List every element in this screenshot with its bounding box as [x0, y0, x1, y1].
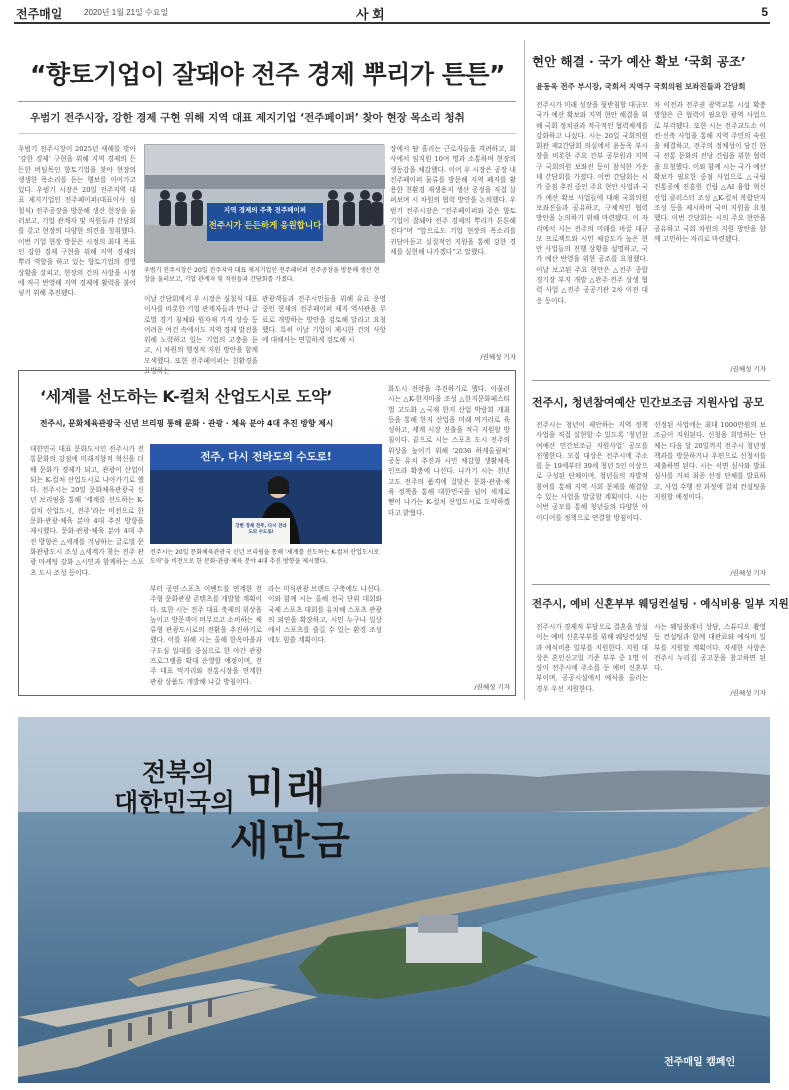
page-number: 5	[761, 5, 768, 19]
aerial-seawall-photo	[18, 717, 770, 1083]
side2-col1: 전주시는 청년이 제안하는 지역 정책 사업을 직접 실현할 수 있도록 ‘청년참여예산 민간보조금 지원사업’ 공모를 진행한다. 모집 대상은 전주시에 주소를 둔 19세부터 39세 청년 5인 이상으로 구성된 단체이며, 청년들의 자발적 참여를 통해 지역 사회 문제를 해결할 수 있는 사업을 발굴할 계획이다. 시는 이번 공모를 통해 청년들의 다양한 아이디어를 정책으로 연결할 방침이다.	[536, 421, 648, 522]
side2-headline: 전주시, 청년참여예산 민간보조금 지원사업 공모	[532, 396, 765, 409]
side3-headline: 전주시, 예비 신혼부부 웨딩컨설팅 · 예식비용 일부 지원	[532, 598, 789, 610]
side1-headline: 현안 해결 · 국가 예산 확보 ‘국회 공조’	[532, 54, 746, 69]
side3-col1: 전주시가 경제적 부담으로 결혼을 망설이는 예비 신혼부부를 위해 웨딩컨설팅과 예식비용 일부를 지원한다. 지원 대상은 혼인신고일 기준 부부 중 1명 이상이 전주시에 주소를 둔 예비 신혼부부이며, 공공시설에서 예식을 올리는 경우 우선 지원한다.	[536, 623, 648, 693]
section-title: 사 회	[356, 7, 385, 22]
divider	[18, 133, 516, 134]
side1-byline: /권혜성 기자	[730, 365, 766, 373]
main-photo-caption: 우범기 전주시장은 20일 전주지역 대표 제지기업인 전주페이퍼 전주공장을 방문해 생산 현장을 둘러보고, 기업 관계자 및 직원들과 간담회를 가졌다.	[144, 267, 380, 283]
issue-date: 2020년 1월 21일 수요일	[84, 8, 169, 17]
main-article-photo	[144, 144, 384, 262]
article2-col4: 화도시 전략을 추진하기로 했다. 아울러 시는 △K-한지마을 조성 △한지문화페스티벌 고도화 △국제 한지 산업 박람회 개최 등을 통해 한지 산업을 미래 먹거리로 육성하고, 세계 시장 진출을 적극 지원할 방침이다. 끝으로 시는 스포츠 도시 전주의 위상을 높이기 위해 ‘2036 하계올림픽’ 공동 유치 추진과 시민 체감형 생활체육 인프라 확충에 나선다. 나가기 시는 천년고도 전주의 품격에 걸맞은 문화·관광·체육 정책을 통해 대한민국을 넘어 세계로 뻗어 나가는 K-컬처 산업도시로 도약하겠다고 밝혔다.	[388, 385, 510, 517]
banner-line4: 새만금	[230, 818, 352, 864]
main-headline: “향토기업이 잘돼야 전주 경제 뿌리가 튼튼”	[30, 60, 505, 89]
article2-photo-banner: 전주, 다시 전라도의 수도로!	[200, 451, 332, 463]
article2-col1: 대한민국 대표 문화도시인 전주시가 전통문화의 강점에 미래지향적 혁신을 더해 문화가 경제가 되고, 관광이 산업이 되는 K-컬처 산업도시로 나아가기로 했다. 전주시는 20일 문화체육관광국 신년 브리핑을 통해 ‘세계를 선도하는 K-컬처 산업도시, 전주’라는 비전으로 한 문화·관광·체육 분야 4대 추진 방향을 제시했다. 문화·관광·체육 분야 4대 추진 방향은 △세계를 겨냥하는 글로벌 문화관광도시 조성 △세계가 찾는 전주 관광 마케팅 강화 △시민과 함께하는 스포츠 도시 조성 등이다.	[30, 445, 144, 577]
side1-subheadline: 윤동욱 전주 부시장, 국회서 지역구 국회의원 보좌진들과 간담회	[536, 82, 746, 91]
side1-col2: 차 이전과 전주권 광역교통 시설 확충 방향은 큰 협력이 필요한 광역 사업으로 부각됐다. 또한 시는 전주교도소 이전·신축 사업을 통해 지역 주민의 숙원을 해결하고, 전주의 정체성이 담긴 한국 전통 문화의 전당 건립을 위한 협력을 요청했다. 이와 함께 시는 국가 예산 확보가 필요한 중점 사업으로 △국립 전통공예 진흥원 건립 △AI 융합 혁신 산업 클러스터 조성 △K-컬처 복합단지 조성 등을 제시하며 국비 지원을 요청했다. 이번 간담회는 시의 주요 현안을 공유하고 국회 차원의 지원 방안을 함께 고민하는 자리로 마련됐다.	[654, 101, 766, 243]
main-article-col3: 관광객들과 전주시민들을 위해 유료 운영 중인 현재의 전주페이퍼 제지 역사관을 무료로 개방하는 방안을 검토해 달라고 요청했다. 특히 이날 기업이 제시한 건의 사항에 대해서는 면밀하게 검토해 시	[262, 295, 386, 345]
main-subheadline: 우범기 전주시장, 강한 경제 구현 위해 지역 대표 제지기업 ‘전주페이퍼’ 찾아 현장 목소리 청취	[30, 112, 465, 124]
side3-byline: /권혜성 기자	[730, 689, 766, 697]
main-article-col5: 장에서 땀 흘리는 근로자들을 격려하고, 회사에서 임직원 10여 명과 소통하며 현장의 생동감을 체감했다. 이어 우 시장은 공장 내 전주페이퍼 물류를 방문해 지역 폐지를 활용한 친환경 재생용지 생산 공정을 직접 살펴보며 시 차원의 협력 방안을 논의했다. 우범기 전주시장은 “전주페이퍼와 같은 향토기업이 잘돼야 전주 경제의 뿌리가 튼튼해진다”며 “앞으로도 기업 현장의 목소리를 귀담아듣고 실질적인 지원을 통해 강한 경제를 실현해 나가겠다”고 말했다.	[390, 145, 516, 256]
side2-col2: 선정된 사업에는 최대 1000만원의 보조금이 지원된다. 신청을 희망하는 단체는 다음 달 20일까지 전주시 청년정책과를 방문하거나 우편으로 신청서를 제출하면 된다. 시는 서면 심사와 발표 심사를 거쳐 최종 선정 단체를 발표하고, 사업 수행 전 과정에 걸쳐 컨설팅을 지원할 예정이다.	[654, 421, 766, 502]
divider	[532, 584, 770, 585]
banner-line2: 대한민국의	[114, 788, 235, 817]
article2-podium-sign: 강한 경제 전주, 다시 전라도의 수도로!	[235, 524, 287, 535]
article2-photo	[150, 444, 382, 544]
article2-byline: /권혜성 기자	[474, 683, 510, 691]
article2-col3: 라는 미식관광 브랜드 구축에도 나선다. 이와 함께 시는 올해 전국 단위 대회와 국제 스포츠 대회를 유치해 스포츠 관광의 외연을 확장하고, 시민 누구나 일상에서 스포츠를 즐길 수 있는 환경 조성에도 힘쓸 계획이다.	[268, 585, 382, 645]
banner-line1: 전북의	[142, 758, 215, 787]
side1-col1: 전주시가 미래 성장을 뒷받침할 대규모 국가 예산 확보와 지역 현안 해결을 위해 국회 정치권과 적극적인 협력체계를 강화하고 나섰다. 시는 20일 국회의원회관 제2간담회 의실에서 윤동욱 부시장을 비롯한 주요 간부 공무원과 지역구 국회의원 보좌진 등이 참석한 가운데 간담회를 가졌다. 이번 간담회는 시가 중점 추진 중인 주요 현안 사업과 국가 예산 확보 사업들에 대해 국회의원 보좌진들과 공유하고, 구체적인 협력 방안을 논의하기 위해 마련됐다. 이 자리에서 시는 전주의 미래를 바꿀 대규모 프로젝트와 시민 체감도가 높은 현안 사업들의 진행 상황을 설명하고, 국가 예산 반영을 위한 공조를 요청했다. 이날 보고된 주요 현안은 △전주 종합경기장 부지 개발 △완주·전주 상생 협력 사업 △전주 공공기관 2차 이전 대응 등이다.	[536, 101, 648, 305]
page-header	[14, 4, 770, 24]
main-article-col2: 이날 간담회에서 우 시장은 심철식 대표이사를 비롯한 기업 관계자들과 만나 글로벌 경기 침체와 원자재 가격 상승 등 어려운 여건 속에서도 지역 경제 발전을 위해 노력하고 있는 기업의 고충을 듣고, 시 차원의 행정적 지원 방안을 함께 모색했다. 또한 전주페이퍼는 친환경을 표방하는	[144, 295, 258, 376]
article2-photo-caption: 전주시는 20일 문화체육관광국 신년 브리핑을 통해 ‘세계를 선도하는 K-컬처 산업도시로 도약’을 비전으로 한 문화·관광·체육 분야 4대 추진 방향을 제시했다.	[150, 549, 380, 565]
factory-group-photo	[145, 145, 385, 263]
photo-banner-line2: 전주시가 든든하게 응원합니다	[208, 221, 322, 231]
article2-headline: ‘세계를 선도하는 K-컬처 산업도시로 도약’	[40, 387, 333, 406]
photo-banner-line1: 지역 경제의 주축 전주페이퍼	[223, 206, 307, 214]
side2-byline: /권혜성 기자	[730, 569, 766, 577]
article2-col2: 부터 공연·스포츠 이벤트를 연계한 전주형 문화관광 콘텐츠를 개발할 계획이다. 또한 시는 전주 대표 축제의 위상을 높이고 방문객이 머무르고 소비하는 체류형 관광도시로의 전환을 추진하기로 했다. 이를 위해 시는 올해 한옥마을과 구도심 일대를 중심으로 한 야간 관광 프로그램을 확대 운영할 예정이며, 전주 대표 먹거리와 전통시장을 연계한 관광 상품도 개발해 나갈 방침이다.	[150, 585, 262, 686]
banner-line3: 미래	[246, 766, 328, 812]
masthead: 전주매일	[16, 7, 63, 21]
saemangeum-campaign-banner	[18, 717, 770, 1083]
side3-col2: 시는 웨딩플래너 상담, 스튜디오 촬영 등 컨설팅과 함께 대관료와 예식비 일부를 지원할 계획이다. 자세한 사항은 전주시 누리집 공고문을 참고하면 된다.	[654, 623, 766, 673]
banner-credit: 전주매일 캠페인	[664, 1057, 736, 1068]
main-byline: /권혜성 기자	[480, 353, 516, 361]
divider	[532, 380, 770, 381]
article2-subheadline: 전주시, 문화체육관광국 신년 브리핑 통해 문화 · 관광 · 체육 분야 4대 추진 방향 제시	[40, 419, 334, 428]
main-article-col1: 우범기 전주시장이 2025년 새해를 맞아 ‘강한 경제’ 구현을 위해 지역 경제의 든든한 버팀목인 향토기업을 찾아 현장의 생생한 목소리를 듣는 행보를 이어가고 있다. 우범기 시장은 20일 전주지역 대표 제지기업인 전주페이퍼(대표이사 심철식) 전주공장을 방문해 생산 현장을 둘러보고, 기업 관계자 및 직원들과 간담회를 갖고 현장의 다양한 의견을 청취했다. 이번 기업 현장 방문은 시정의 최대 목표인 강한 경제 구현을 위해 지역 경제의 뿌리 역할을 하고 있는 향토기업의 경영 상황을 살피고, 현장의 건의 사항을 시정에 적극 반영해 지역 경제에 활력을 불어넣기 위해 추진됐다.	[18, 145, 136, 298]
column-divider	[524, 40, 525, 700]
divider	[18, 101, 516, 102]
